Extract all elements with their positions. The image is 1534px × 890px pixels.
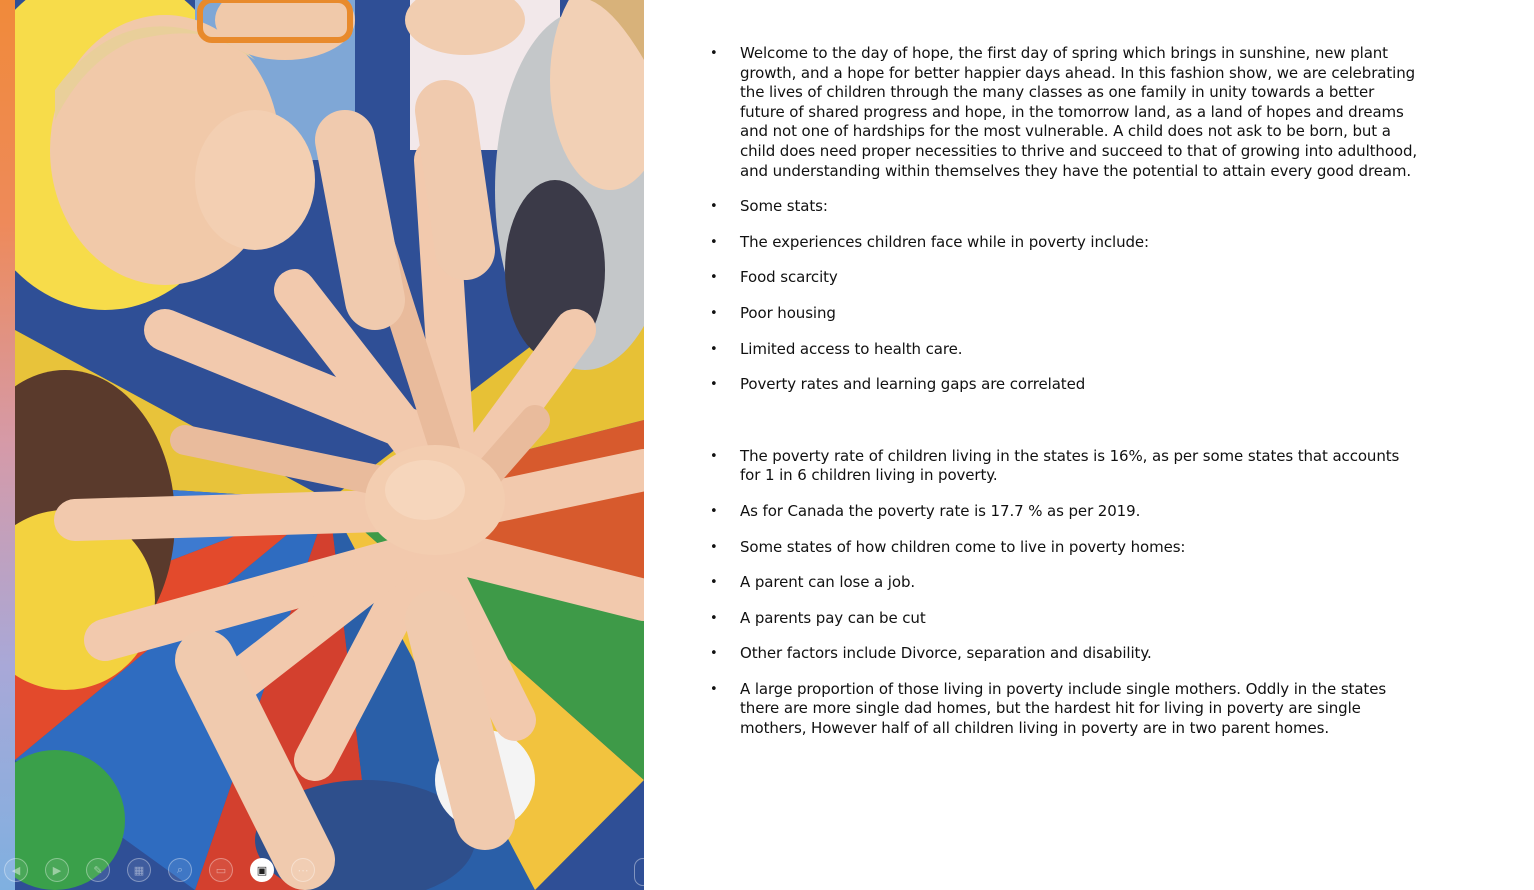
bullet-us-poverty-rate: • The poverty rate of children living in the states is 16%, as per some states that accounts for 1 in 6 children living in poverty. xyxy=(700,447,1420,486)
accent-gradient-bar xyxy=(0,0,15,890)
photo-illustration xyxy=(15,0,644,890)
slides-grid-icon[interactable]: ▦ xyxy=(127,858,151,882)
next-icon[interactable]: ▶ xyxy=(45,858,69,882)
zoom-icon[interactable]: ⌕ xyxy=(168,858,192,882)
bullet-canada-poverty-rate: • As for Canada the poverty rate is 17.7 % as per 2019. xyxy=(700,502,1420,522)
bullet-poor-housing: • Poor housing xyxy=(700,304,1420,324)
pen-icon[interactable]: ✎ xyxy=(86,858,110,882)
bullet-lose-job: • A parent can lose a job. xyxy=(700,573,1420,593)
presentation-toolbar xyxy=(0,852,334,888)
bullet-welcome: • Welcome to the day of hope, the first day of spring which brings in sunshine, new plant growth, and a hope for better happier days ahead. In this fashion show, we are celebrating the lives of children through the many classes as one family in unity towards a better future of shared progress and hope, in the tomorrow land, as a land of hopes and dreams and not one of hardships for the most vulnerable. A child does not ask to be born, but a child does need proper necessities to thrive and succeed to that of growing into adulthood, and understanding within themselves they have the potential to attain every good dream. xyxy=(700,44,1420,181)
children-hands-photo xyxy=(15,0,644,890)
bullet-food-scarcity: • Food scarcity xyxy=(700,268,1420,288)
bullet-single-mothers: • A large proportion of those living in poverty include single mothers. Oddly in the states there are more single dad homes, but the hardest hit for living in poverty are single mothers, However half of all children living in poverty are in two parent homes. xyxy=(700,680,1420,739)
scroll-handle[interactable] xyxy=(634,858,652,886)
bullet-list xyxy=(700,44,1420,739)
bullet-how-children-come: • Some states of how children come to live in poverty homes: xyxy=(700,538,1420,558)
slide-text-body xyxy=(700,44,1420,755)
previous-icon[interactable]: ◀ xyxy=(4,858,28,882)
camera-icon[interactable]: ▣ xyxy=(250,858,274,882)
bullet-pay-cut: • A parents pay can be cut xyxy=(700,609,1420,629)
bullet-some-stats: • Some stats: xyxy=(700,197,1420,217)
subtitles-icon[interactable]: ▭ xyxy=(209,858,233,882)
more-options-icon[interactable]: ⋯ xyxy=(291,858,315,882)
bullet-health-care: • Limited access to health care. xyxy=(700,340,1420,360)
bullet-other-factors: • Other factors include Divorce, separation and disability. xyxy=(700,644,1420,664)
bullet-experiences: • The experiences children face while in poverty include: xyxy=(700,233,1420,253)
bullet-learning-gaps: • Poverty rates and learning gaps are correlated xyxy=(700,375,1420,395)
